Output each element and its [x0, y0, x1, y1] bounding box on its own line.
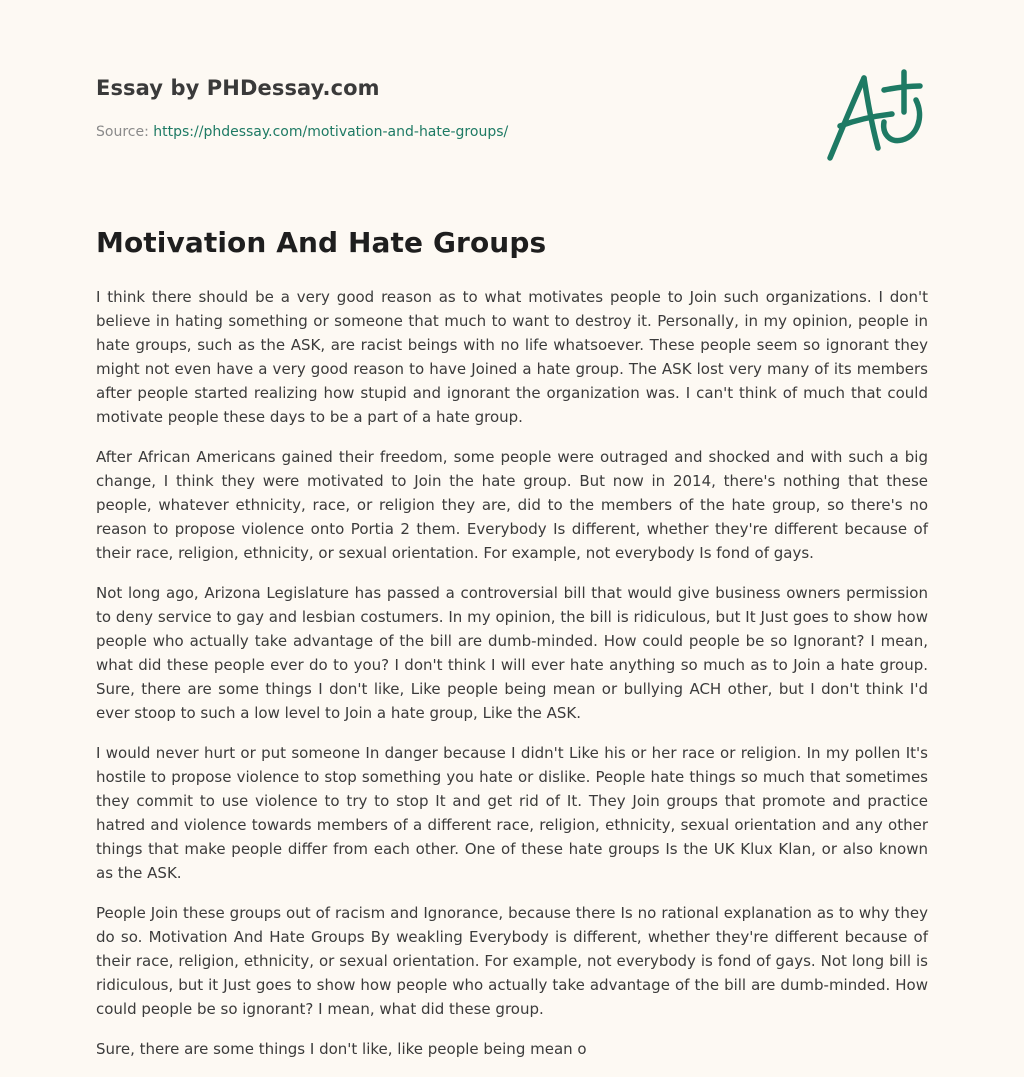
a-plus-logo-icon [820, 64, 930, 168]
essay-paragraph: I would never hurt or put someone In danger because I didn't Like his or her race or religion. In my pollen It's hostile to propose violence to stop something you hate or dislike. People hate things so much that sometimes they commit to use violence to try to stop It and get rid of It. They Join groups that promote and practice hatred and violence towards members of a different race, religion, ethnicity, sexual orientation and any other things that make people differ from each other. One of these hate groups Is the UK Klux Klan, or also known as the ASK. [96, 744, 928, 882]
source-label: Source: [96, 124, 149, 140]
essay-paragraph: Not long ago, Arizona Legislature has passed a controversial bill that would give business owners permission to deny service to gay and lesbian costumers. In my opinion, the bill is ridiculous, but It Just goes to show how people who actually take advantage of the bill are dumb-minded. How could people be so Ignorant? I mean, what did these people ever do to you? I don't think I will ever hate anything so much as to Join a hate group. Sure, there are some things I don't like, Like people being mean or bullying ACH other, but I don't think I'd ever stoop to such a low level to Join a hate group, Like the ASK. [96, 584, 928, 722]
essay-paragraph: I think there should be a very good reason as to what motivates people to Join such organizations. I don't believe in hating something or someone that much to want to destroy it. Personally, in my opinion, people in hate groups, such as the ASK, are racist beings with no life whatsoever. These people seem so ignorant they might not even have a very good reason to have Joined a hate group. The ASK lost very many of its members after people started realizing how stupid and ignorant the organization was. I can't think of much that could motivate people these days to be a part of a hate group. [96, 288, 928, 426]
essay-body [96, 285, 928, 1077]
source-line [96, 124, 508, 140]
essay-title: Motivation And Hate Groups [96, 226, 547, 259]
source-link[interactable]: https://phdessay.com/motivation-and-hate-groups/ [153, 124, 509, 140]
site-name: Essay by PHDessay.com [96, 76, 380, 100]
essay-paragraph: Sure, there are some things I don't like, like people being mean o [96, 1040, 587, 1058]
essay-paragraph: People Join these groups out of racism and Ignorance, because there Is no rational explanation as to why they do so. Motivation And Hate Groups By weakling Everybody is different, whether they're different because of their race, religion, ethnicity, or sexual orientation. For example, not everybody is fond of gays. Not long bill is ridiculous, but it Just goes to show how people who actually take advantage of the bill are dumb-minded. How could people be so ignorant? I mean, what did these group. [96, 904, 928, 1018]
a-right-stroke [864, 78, 878, 148]
a-plus-logo-svg [820, 64, 930, 168]
essay-paragraph: After African Americans gained their freedom, some people were outraged and shocked and with such a big change, I think they were motivated to Join the hate group. But now in 2014, there's nothing that these people, whatever ethnicity, race, or religion they are, did to the members of the hate group, so there's no reason to propose violence onto Portia 2 them. Everybody Is different, whether they're different because of their race, religion, ethnicity, or sexual orientation. For example, not everybody Is fond of gays. [96, 448, 928, 562]
